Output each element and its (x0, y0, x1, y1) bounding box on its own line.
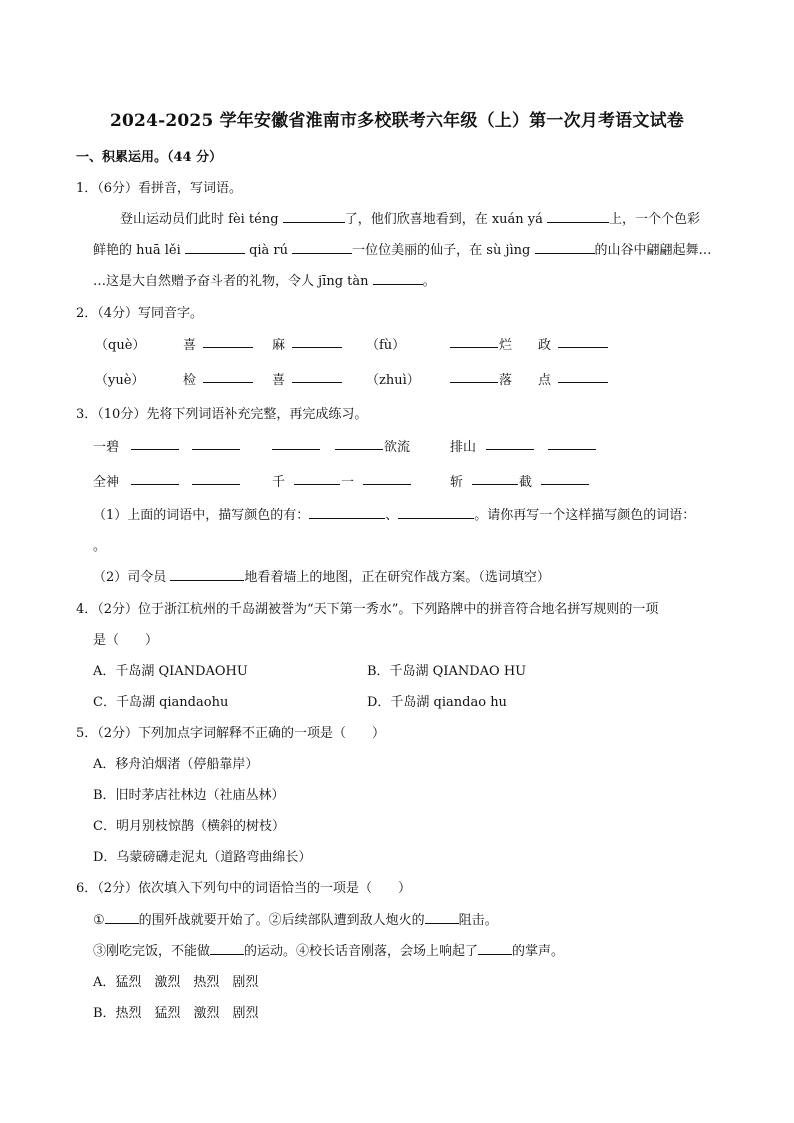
idiom-text: 一碧 (93, 440, 120, 455)
answer-blank[interactable] (192, 437, 240, 450)
pinyin-label: （yuè） (95, 373, 145, 388)
answer-blank[interactable] (170, 568, 244, 581)
answer-blank[interactable] (292, 335, 342, 348)
option-d[interactable]: D．乌蒙磅礴走泥丸（道路弯曲绵长） (93, 850, 312, 865)
question-6-sentence-2 (93, 940, 564, 959)
q1-text: 。 (422, 274, 436, 289)
answer-blank[interactable] (425, 911, 459, 924)
char-label: 检 (183, 373, 197, 388)
answer-blank[interactable] (131, 437, 179, 450)
q6-text: 阻击。 (458, 913, 498, 928)
question-6-sentence-1 (93, 909, 498, 928)
answer-blank[interactable] (272, 437, 320, 450)
pinyin-label: （fù） (366, 338, 406, 353)
question-2-stem: 2．（4分）写同音字。 (76, 306, 204, 321)
pinyin-label: （què） (95, 338, 146, 353)
char-label: 烂 (499, 338, 513, 353)
idiom-text: 斩 (450, 475, 464, 490)
char-label: 喜 (183, 338, 197, 353)
idiom-text: 一 (341, 475, 355, 490)
q3-text: 。请你再写一个这样描写颜色的词语： (474, 508, 696, 523)
answer-blank[interactable] (203, 335, 253, 348)
q6-text: 的围歼战就要开始了。②后续部队遭到敌人炮火的 (138, 913, 425, 928)
char-label: 喜 (272, 373, 286, 388)
idiom-text: 千 (272, 475, 286, 490)
option-b[interactable]: B．千岛湖 QIANDAO HU (367, 664, 527, 679)
answer-blank[interactable] (210, 942, 244, 955)
answer-blank[interactable] (535, 241, 595, 254)
answer-blank[interactable] (192, 472, 240, 485)
answer-blank[interactable] (450, 370, 498, 383)
char-label: 政 (538, 338, 552, 353)
answer-blank[interactable] (185, 241, 245, 254)
answer-blank[interactable] (292, 241, 352, 254)
question-1-line-2 (93, 239, 712, 258)
answer-blank[interactable] (486, 437, 534, 450)
question-3-sub-2 (93, 566, 550, 585)
question-3-sub-1 (93, 504, 695, 523)
q1-text: 鲜艳的 huā lěi (93, 243, 181, 258)
question-4-stem-cont: 是（ ） (93, 633, 159, 648)
char-label: 点 (538, 373, 552, 388)
answer-blank[interactable] (478, 942, 512, 955)
option-a[interactable]: A．千岛湖 QIANDAOHU (93, 664, 248, 679)
pinyin-label: （zhuì） (366, 373, 420, 388)
answer-blank[interactable] (363, 472, 411, 485)
question-6-stem: 6．（2分）依次填入下列句中的词语恰当的一项是（ ） (76, 881, 412, 896)
answer-blank[interactable] (398, 506, 474, 519)
question-1-line-1 (120, 208, 700, 227)
idiom-text: 排山 (450, 440, 477, 455)
q6-text: 的运动。④校长话音刚落，会场上响起了 (244, 944, 479, 959)
q1-text: 一位位美丽的仙子，在 sù jìng (352, 243, 531, 258)
answer-blank[interactable] (203, 370, 253, 383)
question-1-stem: 1．（6分）看拼音，写词语。 (76, 181, 243, 196)
answer-blank[interactable] (558, 335, 608, 348)
q1-text: 的山谷中翩翩起舞… (594, 243, 712, 258)
answer-blank[interactable] (294, 472, 340, 485)
option-d[interactable]: D．千岛湖 qiandao hu (367, 695, 507, 710)
question-1-line-3 (93, 270, 436, 289)
q3-text: （2）司令员 (93, 570, 167, 585)
question-5-stem: 5．（2分）下列加点字词解释不正确的一项是（ ） (76, 726, 386, 741)
option-b[interactable]: B．热烈 猛烈 激烈 剧烈 (93, 1006, 259, 1021)
q1-text: 了，他们欣喜地看到，在 xuán yá (344, 212, 543, 227)
option-a[interactable]: A．猛烈 激烈 热烈 剧烈 (93, 975, 259, 990)
option-b[interactable]: B．旧时茅店社林边（社庙丛林） (93, 788, 285, 803)
question-4-stem: 4．（2分）位于浙江杭州的千岛湖被誉为“天下第一秀水”。下列路牌中的拼音符合地名拼写规则的一项 (76, 602, 659, 617)
answer-blank[interactable] (547, 210, 609, 223)
idiom-text: 截 (519, 475, 533, 490)
q1-text: qià rú (249, 243, 289, 258)
q6-text: ③刚吃完饭，不能做 (93, 944, 211, 959)
q6-text: ① (93, 913, 105, 928)
idiom-text: 欲流 (384, 440, 411, 455)
answer-blank[interactable] (292, 370, 342, 383)
option-c[interactable]: C．明月别枝惊鹊（横斜的树枝） (93, 819, 285, 834)
q1-text: 登山运动员们此时 fèi téng (120, 212, 279, 227)
answer-blank[interactable] (373, 272, 423, 285)
q3-text: 、 (385, 508, 399, 523)
section-heading: 一、积累运用。（44 分） (76, 150, 223, 165)
answer-blank[interactable] (472, 472, 518, 485)
answer-blank[interactable] (558, 370, 608, 383)
idiom-text: 全神 (93, 475, 120, 490)
q1-text: 上，一个个色彩 (609, 212, 701, 227)
char-label: 麻 (272, 338, 286, 353)
char-label: 落 (499, 373, 513, 388)
answer-blank[interactable] (541, 472, 589, 485)
answer-blank[interactable] (309, 506, 385, 519)
question-3-stem: 3．（10分）先将下列词语补充完整，再完成练习。 (76, 407, 368, 422)
option-a[interactable]: A．移舟泊烟渚（停船靠岸） (93, 757, 259, 772)
question-3-sub-1-end: 。 (93, 539, 107, 554)
answer-blank[interactable] (105, 911, 139, 924)
q3-text: （1）上面的词语中，描写颜色的有： (93, 508, 310, 523)
answer-blank[interactable] (335, 437, 383, 450)
option-c[interactable]: C．千岛湖 qiandaohu (93, 695, 229, 710)
page-title: 2024-2025 学年安徽省淮南市多校联考六年级（上）第一次月考语文试卷 (109, 111, 684, 131)
answer-blank[interactable] (450, 335, 498, 348)
q3-text: 地看着墙上的地图，正在研究作战方案。（选词填空） (244, 570, 550, 585)
answer-blank[interactable] (548, 437, 596, 450)
q1-text: …这是大自然赠予奋斗者的礼物，令人 jīng tàn (93, 274, 369, 289)
q6-text: 的掌声。 (512, 944, 565, 959)
answer-blank[interactable] (131, 472, 179, 485)
answer-blank[interactable] (283, 210, 345, 223)
